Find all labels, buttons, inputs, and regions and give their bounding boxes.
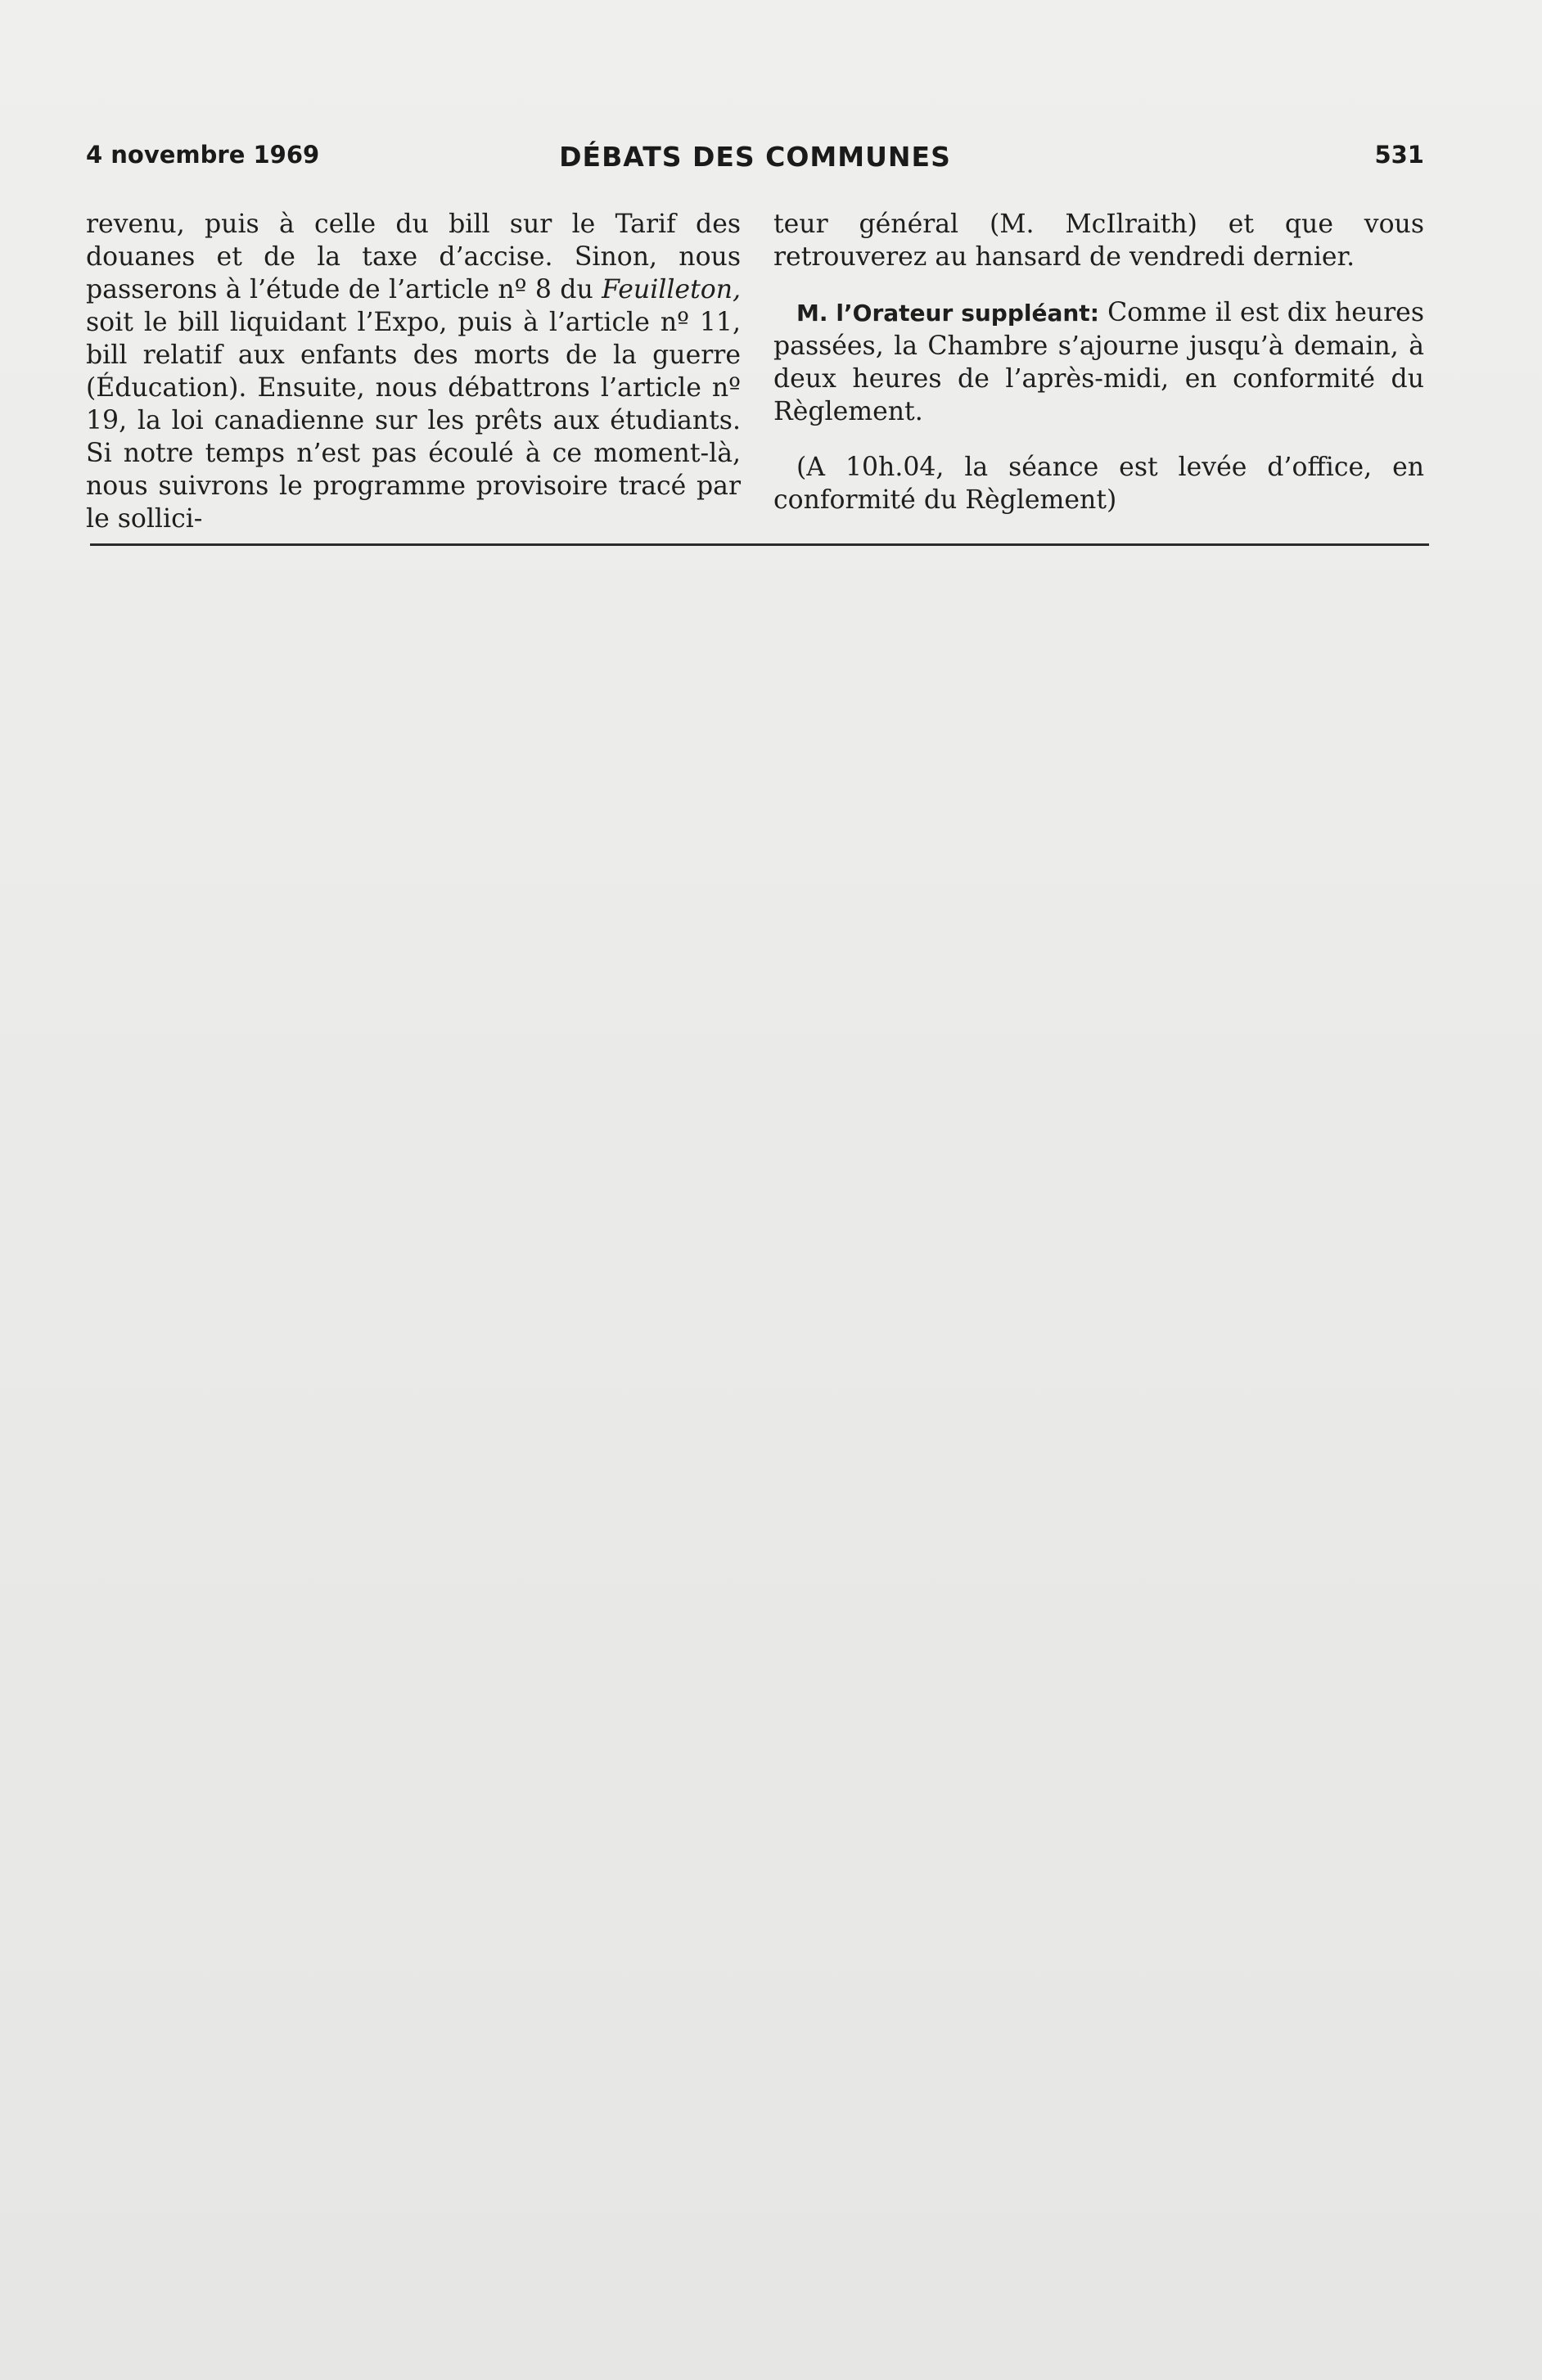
left-paragraph <box>86 208 741 535</box>
page-header <box>86 141 1424 178</box>
right-paragraph-continuation: teur général (M. McIlraith) et que vous retrouverez au hansard de vendredi dernier. <box>773 210 1424 272</box>
left-column <box>86 208 741 535</box>
header-title: DÉBATS DES COMMUNES <box>559 141 951 173</box>
header-date: 4 novembre 1969 <box>86 141 320 169</box>
speaker-label: M. l’Orateur suppléant: <box>796 300 1099 327</box>
section-divider <box>90 543 1429 546</box>
left-paragraph-text-1: revenu, puis à celle du bill sur le Tarif des douanes et de la taxe d’accise. Sinon, nous passerons à l’étude de l’article nº 8 du <box>86 210 741 304</box>
speaker-paragraph <box>773 296 1424 428</box>
speaker-text: Comme il est dix heures passées, la Chambre s’ajourne jusqu’à demain, à deux heures de l’après-midi, en conformité du Règlement. <box>773 298 1424 426</box>
page-number: 531 <box>1374 141 1424 169</box>
adjournment-note: (A 10h.04, la séance est levée d’office, en conformité du Règlement) <box>773 453 1424 515</box>
right-column <box>773 208 1424 516</box>
left-paragraph-text-2: soit le bill liquidant l’Expo, puis à l’article nº 11, bill relatif aux enfants des morts de la guerre (Éducation). Ensuite, nous débattrons l’article nº 19, la loi canadienne sur les prêts aux étudiants. Si notre temps n’est pas écoulé à ce moment-là, nous suivrons le programme provisoire tracé par le sollici- <box>86 308 741 534</box>
left-paragraph-italic: Feuilleton, <box>602 275 741 304</box>
